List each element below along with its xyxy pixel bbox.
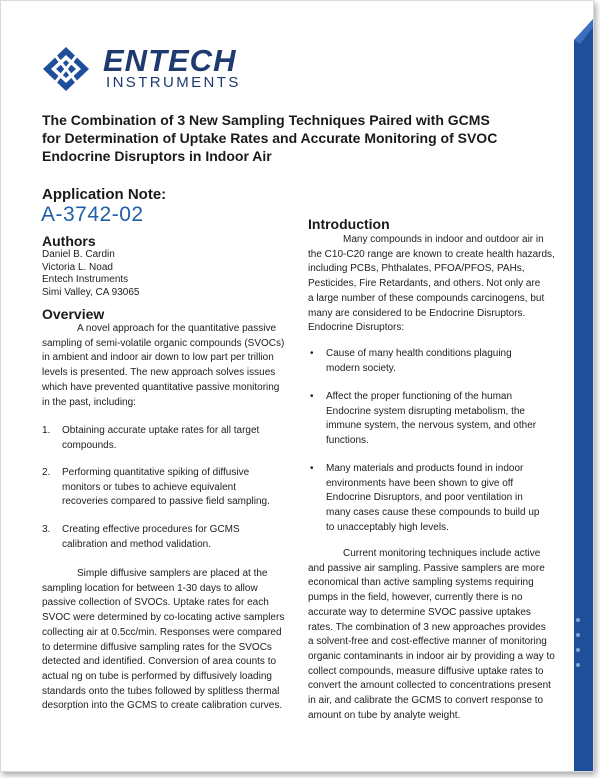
- entech-logo-mark-icon: [40, 46, 92, 92]
- text-line: A novel approach for the quantitative passive: [77, 323, 277, 334]
- text-line: pumps in the field, however, currently there is no: [308, 592, 523, 604]
- app-note-label: Application Note:: [42, 186, 167, 203]
- list-marker: 1.: [42, 425, 51, 436]
- overview-paragraph-2: [42, 567, 284, 714]
- text-line: a large number of these compounds carcinogens, but: [308, 292, 545, 304]
- author-line: Entech Instruments: [42, 274, 129, 286]
- text-line: many cases cause these compounds to build up: [326, 507, 540, 519]
- text-line: in air, and calibrate the GCMS to convert response to: [308, 695, 544, 707]
- text-line: organic contaminants in indoor air by providing a way to: [308, 650, 555, 662]
- text-line: Performing quantitative spiking of diffusive: [62, 467, 250, 478]
- text-line: Obtaining accurate uptake rates for all target: [62, 425, 260, 436]
- text-line: accurate way to determine SVOC passive uptakes: [308, 606, 531, 618]
- text-line: Many materials and products found in indoor: [326, 463, 524, 474]
- text-line: functions.: [326, 435, 369, 447]
- text-line: Current monitoring techniques include active: [343, 548, 541, 559]
- text-line: Creating effective procedures for GCMS: [62, 524, 240, 535]
- text-line: economical than active sampling systems requiring: [308, 577, 534, 589]
- text-line: and passive air sampling. Passive samplers are more: [308, 562, 545, 574]
- text-line: levels is presented. The new approach solves issues: [42, 367, 276, 379]
- text-line: collecting air at 0.5cc/min. Responses were compared: [42, 626, 282, 638]
- text-line: Endocrine Disruptors, and poor ventilation in: [326, 492, 523, 504]
- text-line: environments have been shown to give off: [326, 477, 514, 489]
- app-note-number: A-3742-02: [41, 203, 144, 226]
- list-marker: 2.: [42, 467, 51, 478]
- text-line: the C10-C20 range are known to create health hazards,: [308, 248, 555, 260]
- introduction-heading: Introduction: [308, 216, 390, 232]
- text-line: a solvent-free and cost-effective manner of monitoring: [308, 636, 547, 648]
- text-line: immune system, the nervous system, and other: [326, 420, 537, 432]
- text-line: Pesticides, Fire Retardants, and others. Not only are: [308, 278, 541, 290]
- text-line: including PCBs, Phthalates, PFOA/PFOS, PAHs,: [308, 263, 525, 275]
- introduction-paragraph-1: [308, 233, 555, 336]
- text-line: sampling of semi-volatile organic compounds (SVOCs): [42, 337, 285, 349]
- overview-paragraph-1: [42, 322, 284, 410]
- text-line: which have prevented quantitative passive monitoring: [42, 381, 280, 393]
- text-line: in ambient and indoor air down to low part per trillion: [42, 352, 274, 364]
- brand-name: ENTECH: [103, 43, 237, 78]
- text-line: Endocrine system disrupting metabolism, the: [326, 405, 525, 417]
- text-line: standards onto the tubes followed by splitless thermal: [42, 685, 280, 697]
- author-line: Daniel B. Cardin: [42, 249, 115, 260]
- text-line: in the past, including:: [42, 396, 136, 408]
- text-line: many are considered to be Endocrine Disruptors.: [308, 307, 526, 319]
- text-line: monitors or tubes to achieve equivalent: [62, 481, 236, 493]
- text-line: recoveries compared to passive field sampling.: [62, 496, 270, 508]
- text-line: convert the amount collected to concentrations present: [308, 680, 551, 692]
- text-line: detected and identified. Conversion of area counts to: [42, 656, 277, 668]
- side-dots-decoration: [576, 618, 582, 678]
- introduction-paragraph-2: [308, 547, 555, 723]
- bullet-marker: •: [310, 391, 314, 402]
- text-line: SVOC were determined by co-locating active samplers: [42, 612, 285, 624]
- list-marker: 3.: [42, 524, 51, 535]
- bullet-marker: •: [310, 348, 314, 359]
- title-line: The Combination of 3 New Sampling Techniques Paired with GCMS: [42, 112, 490, 128]
- text-line: to determine diffusive sampling rates for the SVOCs: [42, 641, 272, 653]
- text-line: collect compounds, measure diffusive uptake rates to: [308, 665, 544, 677]
- text-line: passive collection of SVOCs. Uptake rates for each: [42, 597, 269, 609]
- overview-heading: Overview: [42, 306, 105, 322]
- brand-subtitle: INSTRUMENTS: [106, 74, 241, 91]
- text-line: Affect the proper functioning of the human: [326, 391, 513, 402]
- text-line: Endocrine Disruptors:: [308, 322, 405, 334]
- text-line: to unacceptably high levels.: [326, 521, 449, 533]
- text-line: Many compounds in indoor and outdoor air in: [343, 234, 544, 245]
- title-line: for Determination of Uptake Rates and Accurate Monitoring of SVOC: [42, 130, 498, 146]
- bullet-marker: •: [310, 463, 314, 474]
- text-line: sampling location for between 1-30 days to allow: [42, 582, 258, 594]
- title-line: Endocrine Disruptors in Indoor Air: [42, 148, 272, 164]
- authors-heading: Authors: [42, 233, 96, 249]
- text-line: Cause of many health conditions plaguing: [326, 348, 512, 359]
- text-line: Simple diffusive samplers are placed at the: [77, 568, 268, 579]
- author-line: Victoria L. Noad: [42, 261, 113, 273]
- text-line: compounds.: [62, 439, 117, 451]
- text-line: amount on tube by analyte weight.: [308, 709, 461, 721]
- author-line: Simi Valley, CA 93065: [42, 286, 140, 298]
- authors-list: [42, 249, 139, 299]
- text-line: desorption into the GCMS to create calibration curves.: [42, 700, 283, 712]
- text-line: calibration and method validation.: [62, 538, 211, 550]
- entech-logo: [40, 43, 280, 94]
- text-line: rates. The combination of 3 new approaches provides: [308, 621, 546, 633]
- text-line: modern society.: [326, 362, 396, 374]
- document-title: [42, 111, 552, 165]
- text-line: actual ng on tube is performed by diffusively loading: [42, 670, 272, 682]
